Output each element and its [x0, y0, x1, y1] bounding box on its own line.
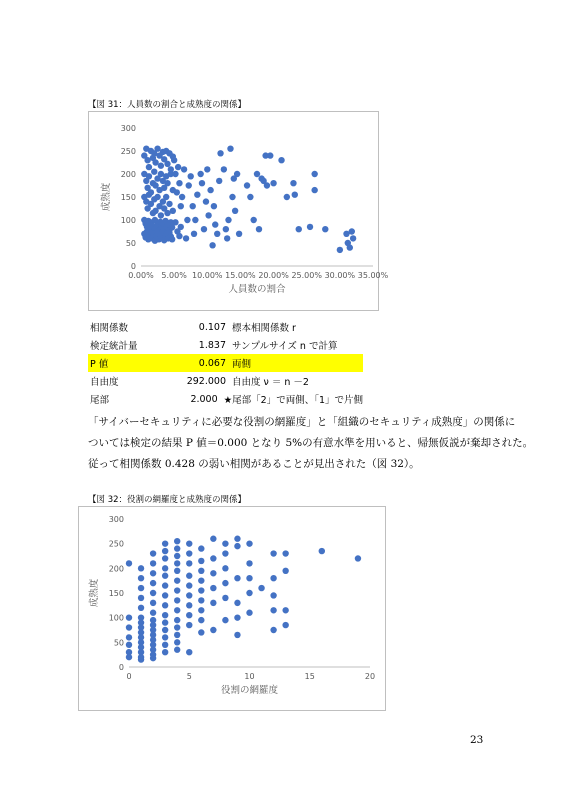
fig32-data-point — [282, 568, 288, 574]
fig32-data-point — [162, 649, 168, 655]
fig32-data-point — [222, 580, 228, 586]
fig32-data-point — [198, 568, 204, 574]
fig31-y-tick-label: 0 — [130, 262, 136, 271]
fig32-data-point — [150, 580, 156, 586]
fig31-y-tick-label: 300 — [120, 124, 136, 133]
fig31-data-point — [190, 203, 196, 209]
stats-row — [88, 354, 363, 372]
fig32-data-point — [186, 582, 192, 588]
fig32-data-point — [174, 538, 180, 544]
fig32-data-point — [186, 649, 192, 655]
fig31-data-point — [146, 192, 152, 198]
stats-row-value: 2.000 — [190, 393, 218, 405]
fig32-data-point — [138, 605, 144, 611]
fig32-data-point — [162, 619, 168, 625]
fig32-data-point — [210, 585, 216, 591]
fig31-x-tick-label: 5.00% — [161, 271, 187, 280]
fig32-data-point — [198, 607, 204, 613]
fig31-data-point — [311, 171, 317, 177]
fig32-data-point — [150, 655, 156, 661]
fig31-data-point — [164, 161, 170, 167]
fig32-data-point — [270, 575, 276, 581]
fig32-data-point — [234, 575, 240, 581]
stats-row — [88, 372, 363, 390]
fig31-data-point — [151, 169, 157, 175]
fig32-data-point — [186, 540, 192, 546]
fig31-data-point — [284, 194, 290, 200]
fig31-data-point — [205, 212, 211, 218]
fig31-data-point — [232, 208, 238, 214]
figure-32-svg — [79, 507, 385, 710]
fig32-data-point — [150, 570, 156, 576]
fig31-data-point — [234, 171, 240, 177]
fig31-data-point — [184, 217, 190, 223]
stats-row — [88, 390, 363, 408]
fig31-data-point — [172, 219, 178, 225]
fig31-data-point — [152, 159, 158, 165]
fig32-data-point — [319, 548, 325, 554]
fig32-data-point — [186, 612, 192, 618]
fig32-data-point — [138, 585, 144, 591]
fig31-data-point — [170, 208, 176, 214]
fig32-data-point — [174, 624, 180, 630]
fig32-y-tick-label: 300 — [108, 515, 124, 524]
fig32-data-point — [186, 602, 192, 608]
fig32-data-point — [270, 607, 276, 613]
fig31-data-point — [223, 226, 229, 232]
fig32-data-point — [150, 590, 156, 596]
fig32-data-point — [174, 545, 180, 551]
fig32-data-point — [150, 560, 156, 566]
fig31-data-point — [225, 217, 231, 223]
fig31-y-tick-label: 150 — [120, 193, 136, 202]
fig32-data-point — [150, 600, 156, 606]
fig31-data-point — [166, 201, 172, 207]
fig32-data-point — [246, 590, 252, 596]
fig32-data-point — [174, 597, 180, 603]
fig32-data-point — [246, 575, 252, 581]
fig31-x-tick-label: 0.00% — [128, 271, 154, 280]
fig32-data-point — [126, 634, 132, 640]
body-text-line: 従って相関係数 0.428 の弱い相関があることが見出された（図 32）。 — [88, 458, 420, 470]
fig31-data-point — [179, 194, 185, 200]
fig32-data-point — [162, 592, 168, 598]
fig32-data-point — [234, 543, 240, 549]
figure-32-chart — [78, 506, 386, 711]
fig32-y-tick-label: 0 — [118, 663, 124, 672]
stats-row-note: 自由度 ν ＝ n －2 — [232, 377, 309, 388]
fig32-data-point — [270, 550, 276, 556]
fig32-y-tick-label: 200 — [108, 564, 124, 574]
fig31-data-point — [175, 164, 181, 170]
fig32-data-point — [186, 622, 192, 628]
fig31-x-tick-label: 15.00% — [225, 271, 256, 280]
fig31-data-point — [227, 146, 233, 152]
fig31-x-tick-label: 30.00% — [324, 271, 356, 280]
fig31-data-point — [191, 231, 197, 237]
fig31-data-point — [169, 236, 175, 242]
fig32-data-point — [150, 610, 156, 616]
fig32-data-point — [162, 540, 168, 546]
fig32-x-tick-label: 15 — [304, 672, 315, 681]
fig32-data-point — [198, 597, 204, 603]
fig31-data-point — [158, 212, 164, 218]
fig32-data-point — [270, 627, 276, 633]
stats-row-value: 1.837 — [198, 339, 226, 351]
fig32-y-tick-label: 50 — [113, 638, 124, 648]
fig31-data-point — [164, 180, 170, 186]
fig31-data-point — [267, 152, 273, 158]
fig32-data-point — [126, 614, 132, 620]
stats-row — [88, 336, 363, 354]
fig31-data-point — [158, 163, 164, 169]
fig32-data-point — [246, 540, 252, 546]
stats-row-note: 標本相関係数 r — [232, 323, 296, 334]
fig31-data-point — [203, 198, 209, 204]
fig32-data-point — [210, 555, 216, 561]
fig32-data-point — [198, 587, 204, 593]
fig32-x-tick-label: 20 — [364, 672, 376, 681]
fig32-y-tick-label: 250 — [108, 539, 124, 549]
fig32-data-point — [126, 654, 132, 660]
figure-31-svg — [89, 112, 389, 310]
fig32-data-point — [174, 553, 180, 559]
fig31-data-point — [209, 242, 215, 248]
fig32-data-point — [162, 573, 168, 579]
fig31-y-tick-label: 250 — [120, 147, 136, 156]
fig32-x-tick-label: 10 — [244, 672, 255, 681]
stats-row-value: 0.067 — [198, 357, 226, 369]
fig32-data-point — [222, 550, 228, 556]
stats-row-name: 自由度 — [90, 377, 119, 388]
fig32-data-point — [282, 607, 288, 613]
fig32-data-point — [162, 602, 168, 608]
fig31-y-tick-label: 200 — [120, 170, 136, 179]
fig32-data-point — [138, 565, 144, 571]
fig31-data-point — [216, 178, 222, 184]
fig31-data-point — [176, 233, 182, 239]
fig32-data-point — [355, 555, 361, 561]
fig32-data-point — [162, 548, 168, 554]
fig31-data-point — [244, 182, 250, 188]
fig32-data-point — [210, 600, 216, 606]
page-number: 23 — [470, 734, 484, 746]
fig32-data-point — [198, 558, 204, 564]
fig32-data-point — [282, 550, 288, 556]
fig31-data-point — [236, 231, 242, 237]
fig32-data-point — [234, 536, 240, 542]
fig32-data-point — [222, 595, 228, 601]
figure-31-caption: 【図 31：人員数の割合と成熟度の関係】 — [88, 100, 247, 110]
stats-row-name: 検定統計量 — [90, 341, 138, 352]
fig32-data-point — [186, 592, 192, 598]
fig31-data-point — [163, 194, 169, 200]
fig31-data-point — [292, 192, 298, 198]
fig31-data-point — [188, 173, 194, 179]
fig32-data-point — [282, 622, 288, 628]
fig31-data-point — [337, 247, 343, 253]
stats-row-note: ★尾部「2」で両側、「1」で片側 — [223, 395, 363, 406]
fig31-data-point — [212, 221, 218, 227]
fig31-data-point — [350, 235, 356, 241]
fig32-data-point — [198, 545, 204, 551]
fig31-data-point — [146, 173, 152, 179]
fig31-data-point — [201, 226, 207, 232]
fig32-data-point — [258, 585, 264, 591]
fig31-data-point — [307, 224, 313, 230]
fig32-y-axis-title: 成熟度 — [89, 578, 100, 608]
fig32-data-point — [186, 573, 192, 579]
fig31-data-point — [211, 203, 217, 209]
fig32-data-point — [246, 560, 252, 566]
fig32-data-point — [162, 642, 168, 648]
stats-row-name: 相関係数 — [90, 323, 129, 334]
fig32-data-point — [198, 629, 204, 635]
fig32-data-point — [174, 577, 180, 583]
stats-row — [88, 318, 363, 336]
fig32-data-point — [222, 540, 228, 546]
figure-31-chart — [88, 111, 389, 311]
fig31-data-point — [183, 235, 189, 241]
fig31-data-point — [264, 182, 270, 188]
fig31-data-point — [217, 150, 223, 156]
fig32-data-point — [174, 647, 180, 653]
fig31-x-tick-label: 20.00% — [258, 271, 289, 280]
fig31-data-point — [311, 187, 317, 193]
stats-row-value: 0.107 — [198, 321, 226, 333]
fig31-data-point — [296, 226, 302, 232]
fig32-data-point — [222, 617, 228, 623]
fig31-data-point — [254, 171, 260, 177]
stats-row-value: 292.000 — [186, 375, 226, 387]
fig31-data-point — [250, 217, 256, 223]
fig31-data-point — [197, 171, 203, 177]
fig31-data-point — [146, 164, 152, 170]
fig31-data-point — [224, 235, 230, 241]
body-text — [88, 412, 534, 475]
fig31-data-point — [181, 166, 187, 172]
fig31-data-point — [178, 224, 184, 230]
fig32-x-tick-label: 5 — [186, 672, 192, 681]
fig31-data-point — [178, 203, 184, 209]
body-text-line: ついては検定の結果 P 値＝0.000 となり 5%の有意水準を用いると、帰無仮説が棄却された。 — [88, 437, 534, 449]
fig31-x-tick-label: 35.00% — [357, 271, 389, 280]
fig31-data-point — [247, 194, 253, 200]
fig31-data-point — [154, 194, 160, 200]
fig32-y-tick-label: 100 — [108, 613, 124, 623]
fig31-data-point — [347, 244, 353, 250]
fig32-x-axis-title: 役割の網羅度 — [220, 685, 279, 696]
fig31-data-point — [214, 231, 220, 237]
fig32-data-point — [126, 642, 132, 648]
fig31-data-point — [194, 192, 200, 198]
fig32-data-point — [162, 627, 168, 633]
fig31-data-point — [229, 194, 235, 200]
fig31-data-point — [199, 180, 205, 186]
fig31-data-point — [322, 226, 328, 232]
fig31-data-point — [186, 182, 192, 188]
fig32-y-tick-label: 150 — [108, 589, 124, 598]
figure-32-caption: 【図 32：役割の網羅度と成熟度の関係】 — [88, 495, 247, 505]
fig32-data-point — [222, 565, 228, 571]
fig31-data-point — [154, 146, 160, 152]
fig31-data-point — [174, 189, 180, 195]
fig32-data-point — [270, 592, 276, 598]
stats-table — [88, 318, 363, 408]
fig32-data-point — [174, 617, 180, 623]
fig31-data-point — [204, 166, 210, 172]
fig32-data-point — [174, 607, 180, 613]
fig31-x-tick-label: 25.00% — [291, 271, 322, 280]
fig31-data-point — [207, 187, 213, 193]
fig32-data-point — [234, 632, 240, 638]
fig31-x-tick-label: 10.00% — [192, 271, 223, 280]
fig31-data-point — [176, 180, 182, 186]
fig32-data-point — [162, 582, 168, 588]
stats-row-name: P 値 — [90, 359, 109, 370]
fig32-data-point — [162, 612, 168, 618]
fig32-data-point — [210, 627, 216, 633]
fig31-data-point — [270, 180, 276, 186]
fig31-data-point — [349, 228, 355, 234]
fig31-y-tick-label: 100 — [120, 216, 136, 225]
fig32-data-point — [138, 595, 144, 601]
fig32-data-point — [198, 617, 204, 623]
fig31-x-axis-title: 人員数の割合 — [228, 284, 286, 295]
fig31-y-tick-label: 50 — [125, 239, 136, 248]
fig32-data-point — [174, 632, 180, 638]
fig31-data-point — [192, 217, 198, 223]
fig31-data-point — [290, 180, 296, 186]
fig32-data-point — [162, 555, 168, 561]
fig32-data-point — [126, 560, 132, 566]
fig32-data-point — [186, 560, 192, 566]
stats-row-note: サンプルサイズ n で計算 — [232, 341, 338, 352]
fig31-data-point — [172, 171, 178, 177]
stats-row-note: 両側 — [232, 359, 252, 370]
fig32-data-point — [162, 565, 168, 571]
fig32-data-point — [138, 656, 144, 662]
fig32-data-point — [246, 610, 252, 616]
fig32-data-point — [138, 575, 144, 581]
body-text-line: 「サイバーセキュリティに必要な役割の網羅度」と「組織のセキュリティ成熟度」の関係に — [88, 416, 516, 428]
fig32-data-point — [198, 577, 204, 583]
fig32-data-point — [126, 624, 132, 630]
fig32-data-point — [186, 550, 192, 556]
fig32-data-point — [210, 536, 216, 542]
stats-row-name: 尾部 — [90, 395, 110, 406]
fig32-data-point — [174, 639, 180, 645]
fig31-data-point — [171, 157, 177, 163]
fig32-data-point — [174, 587, 180, 593]
fig32-data-point — [162, 634, 168, 640]
fig32-x-tick-label: 0 — [126, 672, 132, 681]
fig32-data-point — [210, 570, 216, 576]
fig31-y-axis-title: 成熟度 — [101, 182, 112, 212]
fig32-data-point — [174, 568, 180, 574]
fig32-data-point — [150, 550, 156, 556]
fig31-data-point — [221, 166, 227, 172]
fig31-data-point — [278, 157, 284, 163]
fig32-data-point — [234, 614, 240, 620]
fig32-data-point — [234, 600, 240, 606]
fig31-data-point — [256, 226, 262, 232]
fig32-data-point — [174, 560, 180, 566]
